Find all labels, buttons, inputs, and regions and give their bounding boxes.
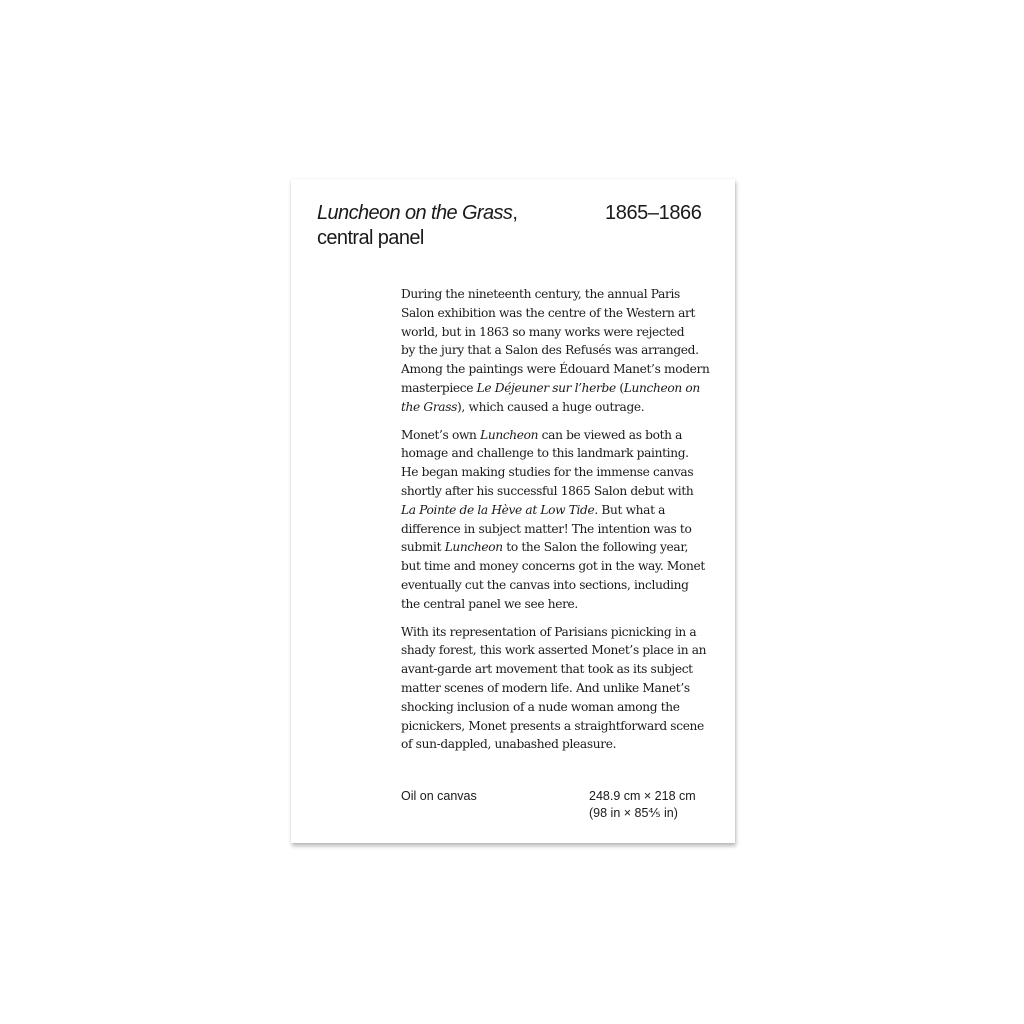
description-line xyxy=(401,595,713,614)
description-text: During the nineteenth century, the annual Paris xyxy=(401,287,680,301)
museum-label-card xyxy=(291,179,735,843)
description-line xyxy=(401,482,713,501)
description-text: shortly after his successful 1865 Salon debut with xyxy=(401,483,694,498)
description-text: He began making studies for the immense canvas xyxy=(401,465,694,480)
description-line xyxy=(401,557,713,576)
description-line xyxy=(401,426,713,445)
description-text: Le Déjeuner sur l’herbe xyxy=(476,380,616,395)
description-line xyxy=(401,323,713,342)
description-paragraph xyxy=(401,426,713,614)
description-text: matter scenes of modern life. And unlike Manet’s xyxy=(401,680,690,695)
description-line xyxy=(401,501,713,520)
description-text: the Grass xyxy=(401,399,458,414)
description-text: world, but in 1863 so many works were rejected xyxy=(401,324,685,339)
description-line xyxy=(401,735,713,754)
description-line xyxy=(401,463,713,482)
description-line xyxy=(401,576,713,595)
description-text: Among the paintings were Édouard Manet’s modern xyxy=(401,362,710,377)
description-text: With its representation of Parisians picnicking in a xyxy=(401,624,697,639)
description-text: homage and challenge to this landmark painting. xyxy=(401,446,689,461)
description-line xyxy=(401,538,713,557)
description-line xyxy=(401,398,713,417)
description-text: but time and money concerns got in the way. Monet xyxy=(401,559,705,574)
description-line xyxy=(401,285,713,304)
artwork-dimensions xyxy=(589,788,696,822)
description-line xyxy=(401,641,713,660)
description-line xyxy=(401,379,713,398)
description-line xyxy=(401,698,713,717)
description-line xyxy=(401,341,713,360)
description-text: ( xyxy=(615,380,624,395)
artwork-title-comma: , xyxy=(512,202,518,224)
description-text: . But what a xyxy=(594,502,666,517)
description-text: of sun-dappled, unabashed pleasure. xyxy=(401,737,617,752)
description-line xyxy=(401,444,713,463)
description-text: avant-garde art movement that took as its subject xyxy=(401,662,693,677)
artwork-medium: Oil on canvas xyxy=(401,789,477,803)
description-text: by the jury that a Salon des Refusés was arranged. xyxy=(401,343,699,358)
artwork-title-subtitle: central panel xyxy=(317,227,424,249)
description-line xyxy=(401,679,713,698)
description-line xyxy=(401,623,713,642)
description-text: shady forest, this work asserted Monet’s place in an xyxy=(401,643,707,658)
label-description xyxy=(401,285,713,763)
artwork-title-italic: Luncheon on the Grass xyxy=(317,202,513,224)
dimensions-imperial: (98 in × 85⅘ in) xyxy=(589,806,678,820)
artwork-title xyxy=(317,201,577,251)
description-text: ), which caused a huge outrage. xyxy=(457,399,645,414)
description-text: Monet’s own xyxy=(401,427,481,442)
description-text: La Pointe de la Hève at Low Tide xyxy=(401,502,595,517)
description-text: eventually cut the canvas into sections, including xyxy=(401,577,689,592)
description-line xyxy=(401,360,713,379)
description-text: picnickers, Monet presents a straightforward scene xyxy=(401,718,704,733)
description-text: shocking inclusion of a nude woman among the xyxy=(401,699,680,714)
description-line xyxy=(401,660,713,679)
description-text: masterpiece xyxy=(401,380,477,395)
description-text: submit xyxy=(401,540,445,555)
description-text: Luncheon on xyxy=(623,380,700,395)
description-text: the central panel we see here. xyxy=(401,596,578,611)
description-paragraph xyxy=(401,623,713,755)
artwork-date: 1865–1866 xyxy=(605,202,702,224)
description-text: difference in subject matter! The intention was to xyxy=(401,521,692,536)
description-text: can be viewed as both a xyxy=(538,427,683,442)
description-text: Salon exhibition was the centre of the Western art xyxy=(401,305,696,320)
dimensions-metric: 248.9 cm × 218 cm xyxy=(589,789,696,803)
description-text: to the Salon the following year, xyxy=(502,540,688,555)
description-line xyxy=(401,304,713,323)
description-paragraph xyxy=(401,285,713,417)
description-text: Luncheon xyxy=(480,427,539,442)
description-line xyxy=(401,520,713,539)
description-line xyxy=(401,717,713,736)
description-text: Luncheon xyxy=(444,540,503,555)
